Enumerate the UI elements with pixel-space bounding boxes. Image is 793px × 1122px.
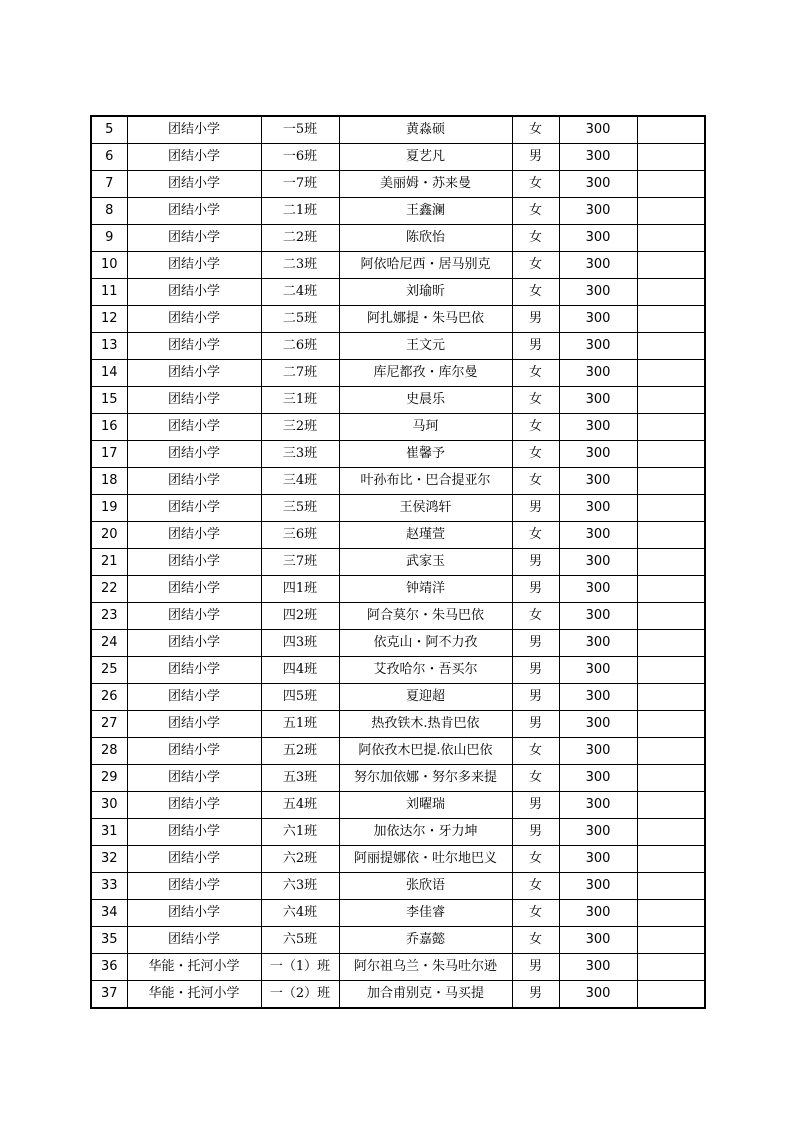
cell-gender: 女 <box>512 927 559 954</box>
cell-amount: 300 <box>559 116 637 144</box>
cell-amount: 300 <box>559 576 637 603</box>
cell-gender: 男 <box>512 657 559 684</box>
cell-amount: 300 <box>559 549 637 576</box>
table-row <box>91 603 705 630</box>
cell-student-name: 夏艺凡 <box>339 144 512 171</box>
cell-student-name: 崔馨予 <box>339 441 512 468</box>
cell-amount: 300 <box>559 306 637 333</box>
cell-note <box>637 279 705 306</box>
cell-class: 六2班 <box>261 846 339 873</box>
cell-number: 32 <box>91 846 127 873</box>
cell-number: 30 <box>91 792 127 819</box>
table-row <box>91 387 705 414</box>
cell-note <box>637 711 705 738</box>
cell-student-name: 阿丽提娜依・吐尔地巴义 <box>339 846 512 873</box>
table-row <box>91 981 705 1009</box>
cell-amount: 300 <box>559 846 637 873</box>
cell-school: 团结小学 <box>127 116 261 144</box>
cell-number: 12 <box>91 306 127 333</box>
cell-amount: 300 <box>559 630 637 657</box>
cell-school: 团结小学 <box>127 468 261 495</box>
cell-number: 15 <box>91 387 127 414</box>
cell-number: 24 <box>91 630 127 657</box>
table-row <box>91 738 705 765</box>
cell-note <box>637 603 705 630</box>
cell-amount: 300 <box>559 441 637 468</box>
cell-note <box>637 522 705 549</box>
cell-student-name: 史晨乐 <box>339 387 512 414</box>
cell-note <box>637 630 705 657</box>
cell-school: 团结小学 <box>127 333 261 360</box>
cell-school: 团结小学 <box>127 657 261 684</box>
cell-note <box>637 468 705 495</box>
cell-student-name: 加合甫别克・马买提 <box>339 981 512 1009</box>
cell-class: 四1班 <box>261 576 339 603</box>
cell-class: 四4班 <box>261 657 339 684</box>
cell-number: 18 <box>91 468 127 495</box>
cell-class: 一（1）班 <box>261 954 339 981</box>
cell-amount: 300 <box>559 657 637 684</box>
table-row <box>91 765 705 792</box>
cell-class: 五2班 <box>261 738 339 765</box>
cell-school: 团结小学 <box>127 711 261 738</box>
cell-class: 四5班 <box>261 684 339 711</box>
cell-student-name: 热孜铁木.热肯巴依 <box>339 711 512 738</box>
cell-school: 团结小学 <box>127 765 261 792</box>
cell-number: 13 <box>91 333 127 360</box>
cell-number: 20 <box>91 522 127 549</box>
cell-student-name: 马珂 <box>339 414 512 441</box>
cell-gender: 女 <box>512 414 559 441</box>
table-row <box>91 252 705 279</box>
cell-note <box>637 765 705 792</box>
cell-note <box>637 387 705 414</box>
cell-student-name: 张欣语 <box>339 873 512 900</box>
cell-school: 团结小学 <box>127 522 261 549</box>
cell-school: 团结小学 <box>127 198 261 225</box>
cell-class: 四3班 <box>261 630 339 657</box>
cell-class: 三6班 <box>261 522 339 549</box>
cell-number: 25 <box>91 657 127 684</box>
cell-class: 一7班 <box>261 171 339 198</box>
cell-student-name: 王侯鸿轩 <box>339 495 512 522</box>
cell-student-name: 王鑫澜 <box>339 198 512 225</box>
cell-gender: 女 <box>512 360 559 387</box>
table-row <box>91 873 705 900</box>
cell-number: 14 <box>91 360 127 387</box>
cell-number: 26 <box>91 684 127 711</box>
cell-number: 6 <box>91 144 127 171</box>
cell-student-name: 依克山・阿不力孜 <box>339 630 512 657</box>
table-row <box>91 468 705 495</box>
table-row <box>91 198 705 225</box>
cell-amount: 300 <box>559 738 637 765</box>
cell-class: 四2班 <box>261 603 339 630</box>
cell-amount: 300 <box>559 252 637 279</box>
cell-school: 华能・托河小学 <box>127 954 261 981</box>
cell-gender: 女 <box>512 846 559 873</box>
cell-note <box>637 684 705 711</box>
cell-amount: 300 <box>559 360 637 387</box>
cell-school: 团结小学 <box>127 252 261 279</box>
cell-note <box>637 116 705 144</box>
cell-note <box>637 549 705 576</box>
cell-note <box>637 927 705 954</box>
cell-note <box>637 900 705 927</box>
cell-note <box>637 414 705 441</box>
cell-note <box>637 144 705 171</box>
cell-number: 8 <box>91 198 127 225</box>
cell-number: 33 <box>91 873 127 900</box>
cell-number: 34 <box>91 900 127 927</box>
cell-class: 三3班 <box>261 441 339 468</box>
cell-note <box>637 657 705 684</box>
cell-gender: 男 <box>512 711 559 738</box>
cell-class: 三1班 <box>261 387 339 414</box>
cell-school: 团结小学 <box>127 549 261 576</box>
table-row <box>91 846 705 873</box>
cell-note <box>637 441 705 468</box>
cell-gender: 女 <box>512 387 559 414</box>
cell-note <box>637 198 705 225</box>
table-row <box>91 927 705 954</box>
cell-class: 六5班 <box>261 927 339 954</box>
cell-amount: 300 <box>559 954 637 981</box>
cell-amount: 300 <box>559 387 637 414</box>
table-row <box>91 360 705 387</box>
cell-student-name: 库尼都孜・库尔曼 <box>339 360 512 387</box>
cell-amount: 300 <box>559 873 637 900</box>
cell-number: 5 <box>91 116 127 144</box>
cell-amount: 300 <box>559 495 637 522</box>
cell-amount: 300 <box>559 765 637 792</box>
cell-amount: 300 <box>559 522 637 549</box>
cell-amount: 300 <box>559 792 637 819</box>
cell-student-name: 陈欣怡 <box>339 225 512 252</box>
cell-number: 37 <box>91 981 127 1009</box>
cell-amount: 300 <box>559 468 637 495</box>
cell-school: 团结小学 <box>127 495 261 522</box>
cell-gender: 女 <box>512 116 559 144</box>
cell-school: 团结小学 <box>127 819 261 846</box>
cell-note <box>637 819 705 846</box>
cell-gender: 男 <box>512 549 559 576</box>
cell-class: 一（2）班 <box>261 981 339 1009</box>
cell-class: 三2班 <box>261 414 339 441</box>
cell-gender: 男 <box>512 576 559 603</box>
cell-class: 二5班 <box>261 306 339 333</box>
cell-number: 28 <box>91 738 127 765</box>
cell-note <box>637 873 705 900</box>
cell-student-name: 阿合莫尔・朱马巴依 <box>339 603 512 630</box>
table-row <box>91 549 705 576</box>
cell-note <box>637 252 705 279</box>
cell-note <box>637 306 705 333</box>
cell-number: 19 <box>91 495 127 522</box>
table-row <box>91 630 705 657</box>
cell-student-name: 艾孜哈尔・吾买尔 <box>339 657 512 684</box>
cell-class: 五1班 <box>261 711 339 738</box>
cell-gender: 女 <box>512 522 559 549</box>
cell-student-name: 刘曜瑞 <box>339 792 512 819</box>
cell-class: 五3班 <box>261 765 339 792</box>
cell-amount: 300 <box>559 279 637 306</box>
cell-gender: 男 <box>512 792 559 819</box>
student-table <box>90 115 706 1009</box>
cell-gender: 女 <box>512 765 559 792</box>
cell-gender: 男 <box>512 144 559 171</box>
cell-note <box>637 846 705 873</box>
cell-number: 11 <box>91 279 127 306</box>
cell-amount: 300 <box>559 414 637 441</box>
cell-school: 团结小学 <box>127 387 261 414</box>
cell-school: 团结小学 <box>127 792 261 819</box>
cell-class: 二7班 <box>261 360 339 387</box>
table-row <box>91 819 705 846</box>
table-row <box>91 711 705 738</box>
cell-class: 三7班 <box>261 549 339 576</box>
cell-school: 团结小学 <box>127 441 261 468</box>
cell-school: 团结小学 <box>127 927 261 954</box>
cell-amount: 300 <box>559 225 637 252</box>
cell-school: 团结小学 <box>127 873 261 900</box>
cell-number: 35 <box>91 927 127 954</box>
cell-gender: 男 <box>512 333 559 360</box>
cell-amount: 300 <box>559 711 637 738</box>
cell-school: 团结小学 <box>127 144 261 171</box>
cell-amount: 300 <box>559 684 637 711</box>
cell-class: 一5班 <box>261 116 339 144</box>
cell-gender: 男 <box>512 954 559 981</box>
cell-school: 团结小学 <box>127 846 261 873</box>
cell-gender: 女 <box>512 225 559 252</box>
cell-gender: 女 <box>512 198 559 225</box>
cell-student-name: 王文元 <box>339 333 512 360</box>
cell-gender: 女 <box>512 279 559 306</box>
table-row <box>91 954 705 981</box>
cell-class: 二2班 <box>261 225 339 252</box>
cell-school: 团结小学 <box>127 738 261 765</box>
cell-school: 团结小学 <box>127 360 261 387</box>
cell-number: 21 <box>91 549 127 576</box>
cell-gender: 女 <box>512 171 559 198</box>
cell-number: 31 <box>91 819 127 846</box>
cell-class: 六4班 <box>261 900 339 927</box>
cell-student-name: 美丽姆・苏来曼 <box>339 171 512 198</box>
cell-number: 23 <box>91 603 127 630</box>
cell-student-name: 夏迎超 <box>339 684 512 711</box>
cell-number: 29 <box>91 765 127 792</box>
cell-school: 团结小学 <box>127 900 261 927</box>
cell-number: 17 <box>91 441 127 468</box>
cell-amount: 300 <box>559 900 637 927</box>
cell-amount: 300 <box>559 981 637 1009</box>
table-row <box>91 414 705 441</box>
table-row <box>91 171 705 198</box>
cell-school: 团结小学 <box>127 630 261 657</box>
cell-number: 27 <box>91 711 127 738</box>
cell-class: 五4班 <box>261 792 339 819</box>
table-body <box>91 116 705 1008</box>
cell-class: 三4班 <box>261 468 339 495</box>
cell-student-name: 叶孙布比・巴合提亚尔 <box>339 468 512 495</box>
cell-student-name: 武家玉 <box>339 549 512 576</box>
cell-school: 团结小学 <box>127 603 261 630</box>
table-row <box>91 116 705 144</box>
cell-school: 团结小学 <box>127 576 261 603</box>
cell-student-name: 刘瑜昕 <box>339 279 512 306</box>
cell-amount: 300 <box>559 171 637 198</box>
cell-student-name: 阿尔祖乌兰・朱马吐尔逊 <box>339 954 512 981</box>
table-row <box>91 144 705 171</box>
cell-school: 团结小学 <box>127 306 261 333</box>
cell-number: 7 <box>91 171 127 198</box>
cell-amount: 300 <box>559 927 637 954</box>
cell-gender: 女 <box>512 873 559 900</box>
cell-gender: 男 <box>512 684 559 711</box>
table-row <box>91 225 705 252</box>
table-row <box>91 441 705 468</box>
cell-gender: 女 <box>512 468 559 495</box>
cell-student-name: 阿扎娜提・朱马巴依 <box>339 306 512 333</box>
table-row <box>91 900 705 927</box>
cell-amount: 300 <box>559 333 637 360</box>
table-row <box>91 792 705 819</box>
table-row <box>91 279 705 306</box>
cell-class: 六3班 <box>261 873 339 900</box>
cell-class: 六1班 <box>261 819 339 846</box>
cell-gender: 男 <box>512 981 559 1009</box>
cell-student-name: 努尔加依娜・努尔多来提 <box>339 765 512 792</box>
cell-note <box>637 495 705 522</box>
cell-gender: 男 <box>512 630 559 657</box>
cell-note <box>637 792 705 819</box>
cell-gender: 男 <box>512 819 559 846</box>
cell-note <box>637 981 705 1009</box>
cell-amount: 300 <box>559 198 637 225</box>
table-row <box>91 684 705 711</box>
cell-school: 团结小学 <box>127 414 261 441</box>
table-row <box>91 522 705 549</box>
cell-number: 10 <box>91 252 127 279</box>
cell-school: 团结小学 <box>127 171 261 198</box>
cell-class: 三5班 <box>261 495 339 522</box>
cell-class: 二1班 <box>261 198 339 225</box>
cell-student-name: 李佳睿 <box>339 900 512 927</box>
cell-student-name: 阿依孜木巴提.依山巴依 <box>339 738 512 765</box>
cell-note <box>637 954 705 981</box>
cell-amount: 300 <box>559 144 637 171</box>
table-row <box>91 657 705 684</box>
cell-gender: 女 <box>512 738 559 765</box>
cell-school: 团结小学 <box>127 684 261 711</box>
cell-gender: 男 <box>512 495 559 522</box>
cell-class: 一6班 <box>261 144 339 171</box>
cell-gender: 女 <box>512 900 559 927</box>
table-row <box>91 333 705 360</box>
cell-student-name: 阿依哈尼西・居马别克 <box>339 252 512 279</box>
table-row <box>91 576 705 603</box>
cell-amount: 300 <box>559 603 637 630</box>
cell-amount: 300 <box>559 819 637 846</box>
cell-note <box>637 738 705 765</box>
table-row <box>91 306 705 333</box>
cell-note <box>637 225 705 252</box>
cell-note <box>637 576 705 603</box>
cell-class: 二3班 <box>261 252 339 279</box>
cell-school: 团结小学 <box>127 225 261 252</box>
cell-class: 二6班 <box>261 333 339 360</box>
cell-gender: 女 <box>512 252 559 279</box>
cell-student-name: 黄淼硕 <box>339 116 512 144</box>
cell-note <box>637 360 705 387</box>
cell-school: 华能・托河小学 <box>127 981 261 1009</box>
cell-school: 团结小学 <box>127 279 261 306</box>
cell-number: 9 <box>91 225 127 252</box>
cell-number: 22 <box>91 576 127 603</box>
cell-number: 36 <box>91 954 127 981</box>
table-row <box>91 495 705 522</box>
cell-number: 16 <box>91 414 127 441</box>
cell-note <box>637 171 705 198</box>
cell-gender: 男 <box>512 306 559 333</box>
cell-gender: 女 <box>512 603 559 630</box>
cell-student-name: 钟靖洋 <box>339 576 512 603</box>
cell-gender: 女 <box>512 441 559 468</box>
cell-class: 二4班 <box>261 279 339 306</box>
cell-note <box>637 333 705 360</box>
cell-student-name: 赵瑾萱 <box>339 522 512 549</box>
cell-student-name: 加依达尔・牙力坤 <box>339 819 512 846</box>
cell-student-name: 乔嘉懿 <box>339 927 512 954</box>
